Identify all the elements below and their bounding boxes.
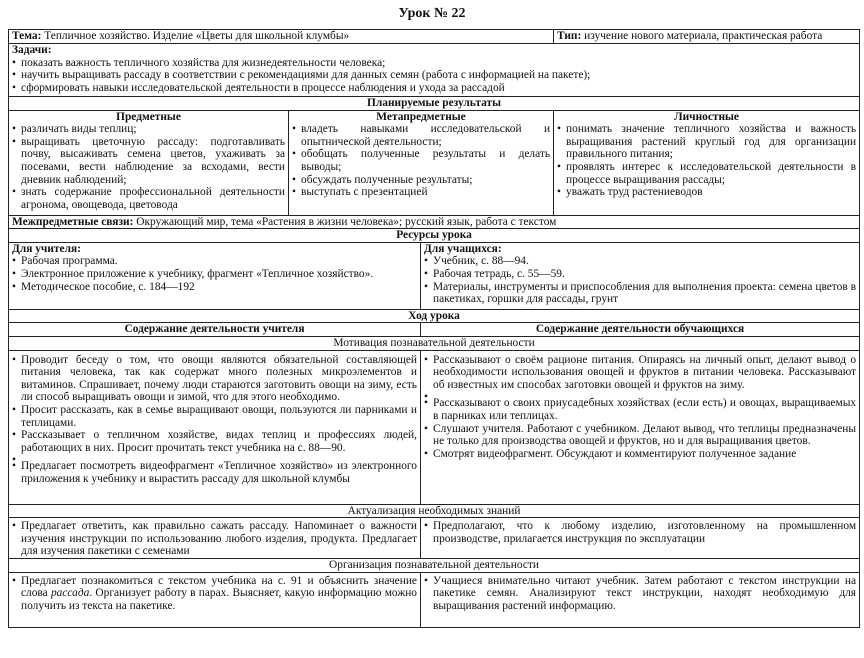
stage-organization-title: Организация познавательной деятельности: [9, 559, 860, 573]
teacher-resources-list: [12, 255, 417, 293]
lesson-title: Урок № 22: [398, 6, 466, 21]
lesson-plan-table: [8, 29, 860, 628]
stage-motivation-student-cell: [421, 350, 860, 504]
list-item: • Смотрят видеофрагмент. Обсуждают и комментируют полученное задание: [424, 448, 856, 461]
list-item: • понимать значение тепличного хозяйства и важность выращивания растений круглый год для организации правильного питания;: [557, 123, 856, 161]
list-item: • Электронное приложение к учебнику, фрагмент «Тепличное хозяйство».: [12, 268, 417, 281]
list-item: • владеть навыками исследовательской и опытнической деятельности;: [292, 123, 550, 148]
subject-results-list: [12, 123, 285, 211]
stage-actualization-teacher-cell: [9, 518, 421, 559]
meta-results-cell: [289, 110, 554, 215]
personal-results-title: Личностные: [674, 110, 739, 123]
student-resources-title: Для учащихся:: [424, 242, 502, 255]
stage-motivation-teacher-cell: [9, 350, 421, 504]
list-item: [12, 575, 417, 613]
type-cell: [554, 30, 860, 44]
tasks-list: [12, 57, 856, 95]
planned-results-header-row: [9, 97, 860, 111]
lesson-flow-header-row: [9, 309, 860, 323]
resources-header-row: [9, 229, 860, 243]
topic-row: [9, 30, 860, 44]
stage-organization-student-list: [424, 575, 856, 613]
list-item: • обсуждать полученные результаты;: [292, 174, 550, 187]
term-rassada: рассада: [50, 587, 90, 600]
list-item: • показать важность тепличного хозяйства для жизнедеятельности человека;: [12, 57, 856, 70]
stage-organization-teacher-cell: [9, 572, 421, 627]
list-item: • обобщать полученные результаты и делать выводы;: [292, 148, 550, 173]
list-item: • уважать труд растениеводов: [557, 186, 856, 199]
list-item: • Рассказывает о тепличном хозяйстве, видах теплиц и профессиях людей, работающих в них. Просит прочитать текст учебника на с. 88—90.: [12, 429, 417, 454]
list-item: • Слушают учителя. Работают с учебником. Делают вывод, что теплицы предназначены не только для производства овощей и фруктов, но и для выращивания цветов.: [424, 423, 856, 448]
list-item: • Рабочая программа.: [12, 255, 417, 268]
list-item: • выступать с презентацией: [292, 186, 550, 199]
student-resources-cell: [421, 242, 860, 309]
list-item: • Материалы, инструменты и приспособления для выполнения проекта: семена цветов в пакетиках, горшки для рассады, грунт: [424, 281, 856, 306]
list-item: • Рассказывают о своих приусадебных хозяйствах (если есть) и овощах, выращиваемых в парниках или теплицах.: [424, 397, 856, 422]
tasks-label: Задачи:: [12, 44, 52, 56]
topic-value: Тепличное хозяйство. Изделие «Цветы для школьной клумбы»: [44, 30, 350, 42]
list-item: • Рассказывают о своём рационе питания. Опираясь на личный опыт, делают вывод о необходимости использования овощей и фруктов в питании человека. Рассказывают об известных им способах заготовки овощей и фруктов на зиму.: [424, 354, 856, 392]
meta-results-list: [292, 123, 550, 199]
interdisciplinary-cell: [9, 215, 860, 229]
interdisciplinary-label: Межпредметные связи:: [12, 215, 134, 228]
list-item: • выращивать цветочную рассаду: подготавливать почву, высаживать семена цветов, ухаживать за посевами, вести наблюдение за всходами, вести дневник наблюдений;: [12, 136, 285, 186]
interdisciplinary-value: Окружающий мир, тема «Растения в жизни человека»; русский язык, работа с текстом: [136, 215, 557, 228]
list-item: • Предполагают, что к любому изделию, изготовленному на промышленном производстве, прилагается инструкция по эксплуатации: [424, 520, 856, 545]
list-item: • научить выращивать рассаду в соответствии с рекомендациями для данных семян (работа с информацией на пакете);: [12, 69, 856, 82]
tasks-row: [9, 44, 860, 97]
lesson-flow-title: Ход урока: [9, 309, 860, 323]
subject-results-title: Предметные: [116, 110, 181, 123]
student-resources-list: [424, 255, 856, 305]
topic-cell: [9, 30, 554, 44]
personal-results-list: [557, 123, 856, 199]
stage-motivation-teacher-list: [12, 354, 417, 486]
teacher-column-header: Содержание деятельности учителя: [9, 323, 421, 337]
stage-actualization-row: [9, 518, 860, 559]
stage-organization-header-row: [9, 559, 860, 573]
interdisciplinary-row: [9, 215, 860, 229]
resources-title: Ресурсы урока: [9, 229, 860, 243]
resources-row: [9, 242, 860, 309]
planned-results-row: [9, 110, 860, 215]
list-item: • Учебник, с. 88—94.: [424, 255, 856, 268]
lesson-flow-columns-row: [9, 323, 860, 337]
text-before: Предлагает познакомиться с текстом учебника на с. 91 и объяснить значение слова: [21, 574, 417, 600]
teacher-resources-title: Для учителя:: [12, 242, 81, 255]
stage-motivation-title: Мотивация познавательной деятельности: [9, 336, 860, 350]
text-after: . Организует работу в парах. Выясняет, какую информацию можно получить из текста на пакетике.: [21, 587, 417, 612]
stage-organization-teacher-list: [12, 575, 417, 613]
list-item: • Методическое пособие, с. 184—192: [12, 281, 417, 294]
stage-actualization-student-cell: [421, 518, 860, 559]
topic-label: Тема:: [12, 30, 42, 42]
stage-actualization-header-row: [9, 504, 860, 518]
stage-actualization-title: Актуализация необходимых знаний: [9, 504, 860, 518]
type-label: Тип:: [557, 30, 582, 42]
list-item: • Учащиеся внимательно читают учебник. Затем работают с текстом инструкции на пакетике семян. Анализируют текст инструкции, находят необходимую для выращивания растений информацию.: [424, 575, 856, 613]
list-item: • Просит рассказать, как в семье выращивают овощи, пользуются ли парниками и теплицами.: [12, 404, 417, 429]
list-item: • проявлять интерес к исследовательской деятельности в процессе выращивания рассады;: [557, 161, 856, 186]
list-item: • сформировать навыки исследовательской деятельности в процессе наблюдения и ухода за рассадой: [12, 82, 856, 95]
list-item: • знать содержание профессиональной деятельности агронома, овощевода, цветовода: [12, 186, 285, 211]
tasks-cell: [9, 44, 860, 97]
list-item: • Предлагает посмотреть видеофрагмент «Тепличное хозяйство» из электронного приложения к учебнику и вырастить рассаду для школьной клумбы: [12, 460, 417, 485]
stage-actualization-student-list: [424, 520, 856, 545]
list-item: • Предлагает ответить, как правильно сажать рассаду. Напоминает о важности изучения инструкции по использованию любого изделия, продукта. Предлагает для изучения пакетики с семенами: [12, 520, 417, 558]
student-column-header: Содержание деятельности обучающихся: [421, 323, 860, 337]
stage-motivation-header-row: [9, 336, 860, 350]
stage-motivation-student-list: [424, 354, 856, 461]
subject-results-cell: [9, 110, 289, 215]
type-value: изучение нового материала, практическая работа: [584, 30, 823, 42]
meta-results-title: Метапредметные: [376, 110, 466, 123]
teacher-resources-cell: [9, 242, 421, 309]
planned-results-title: Планируемые результаты: [9, 97, 860, 111]
list-item: • различать виды теплиц;: [12, 123, 285, 136]
stage-actualization-teacher-list: [12, 520, 417, 558]
stage-organization-row: [9, 572, 860, 627]
stage-organization-student-cell: [421, 572, 860, 627]
list-item: • Проводит беседу о том, что овощи являются обязательной составляющей питания человека, так как содержат много полезных микроэлементов и витаминов. Спрашивает, почему люди стараются заготовить овощи на зиму, есть ли способ выращивать овощи и зимой, что для этого необходимо.: [12, 354, 417, 404]
list-item: • Рабочая тетрадь, с. 55—59.: [424, 268, 856, 281]
stage-motivation-row: [9, 350, 860, 504]
personal-results-cell: [554, 110, 860, 215]
